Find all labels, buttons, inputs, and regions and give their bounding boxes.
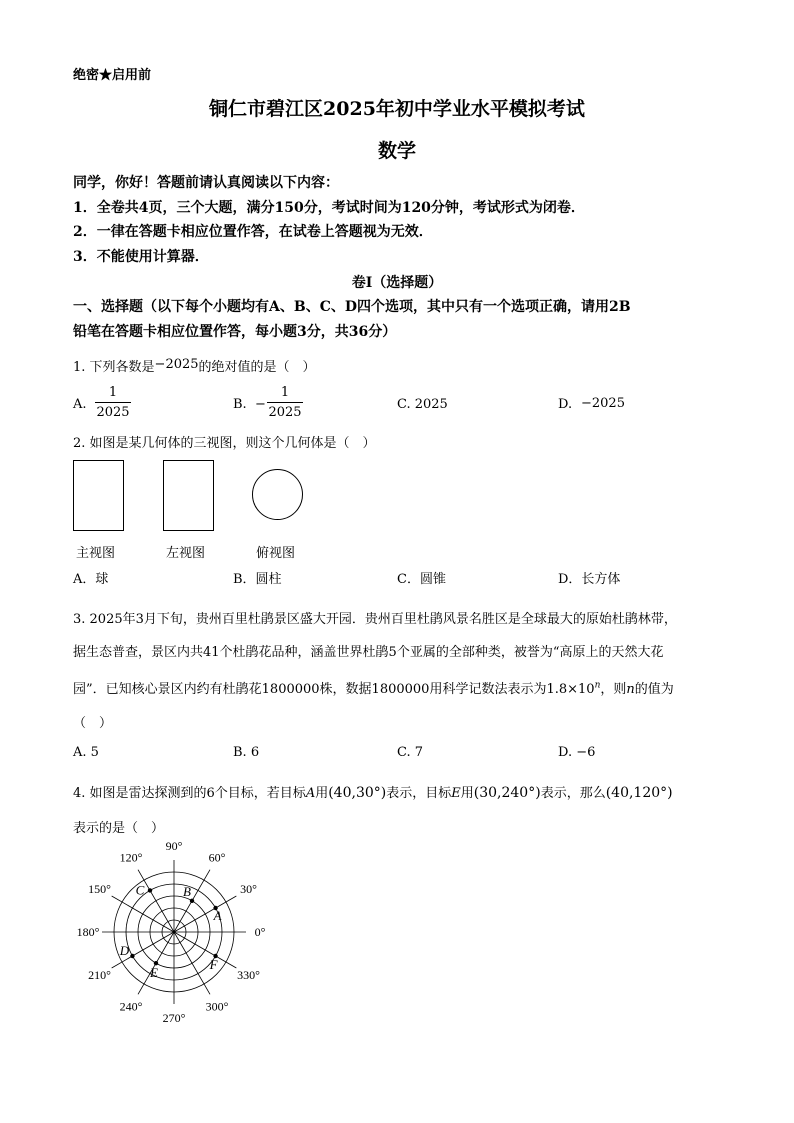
radar-target-label-a: A xyxy=(213,908,222,923)
radar-angle-label: 180° xyxy=(76,925,100,939)
q4-coord-a: (40,30°) xyxy=(328,785,387,801)
q2-option-b: B．圆柱 xyxy=(233,572,282,587)
side-view-label: 左视图 xyxy=(166,546,206,561)
radar-angle-label: 240° xyxy=(119,999,143,1014)
radar-angle-label: 30° xyxy=(240,882,257,896)
q4-line-1-mid-4: 表示，那么 xyxy=(540,786,606,801)
q3-line-1: 3. 2025年3月下旬，贵州百里杜鹃景区盛大开园．贵州百里杜鹃风景名胜区是全球最大的原始杜鹃林带， xyxy=(73,612,677,627)
q1-stem-suffix: 的绝对值的是（ ） xyxy=(198,360,316,375)
q3-option-d: D. −6 xyxy=(558,745,596,760)
radar-angle-label: 300° xyxy=(205,999,229,1014)
instruction-item-1: 1．全卷共4页，三个大题，满分150分，考试时间为120分钟，考试形式为闭卷． xyxy=(73,200,585,216)
top-view-circle xyxy=(252,469,303,520)
q3-line-2: 据生态普查，景区内共41个杜鹃花品种，涵盖世界杜鹃5个亚属的全部种类，被誉为“高原上的天然大花 xyxy=(73,645,664,660)
q4-line-1-mid-1: 用 xyxy=(315,786,329,801)
top-view-label: 俯视图 xyxy=(256,546,296,561)
radar-ray-30 xyxy=(174,896,236,932)
q2-option-c: C．圆锥 xyxy=(397,572,446,587)
section-heading-line2: 铅笔在答题卡相应位置作答，每小题3分，共36分） xyxy=(73,324,397,340)
q1-option-b-numerator: 1 xyxy=(280,385,290,400)
radar-target-point-b xyxy=(190,899,194,903)
q1-stem-prefix: 1. 下列各数是 xyxy=(73,360,155,375)
q4-target-a: A xyxy=(305,786,316,801)
radar-angle-label: 270° xyxy=(162,1011,186,1025)
radar-target-point-c xyxy=(148,888,152,892)
q4-line-1-mid-3: 用 xyxy=(460,786,474,801)
q3-line-3-end: 的值为 xyxy=(634,682,674,697)
exam-title: 铜仁市碧江区2025年初中学业水平模拟考试 xyxy=(209,98,585,120)
q2-option-d: D．长方体 xyxy=(558,572,621,587)
q3-option-c: C. 7 xyxy=(397,745,424,760)
instruction-item-3: 3．不能使用计算器． xyxy=(73,249,209,265)
fraction-bar xyxy=(267,402,303,403)
q1-option-c: C. 2025 xyxy=(397,397,448,412)
radar-angle-label: 150° xyxy=(88,882,111,896)
radar-target-label-f: F xyxy=(209,957,218,972)
section-title: 卷Ⅰ（选择题） xyxy=(351,275,443,291)
q2-option-a: A．球 xyxy=(73,572,109,587)
q4-target-e: E xyxy=(451,786,461,801)
instruction-item-2: 2．一律在答题卡相应位置作答，在试卷上答题视为无效． xyxy=(73,224,433,240)
q3-line-3-suffix: ，则 xyxy=(600,682,627,697)
radar-angle-label: 330° xyxy=(237,968,260,982)
radar-ray-300 xyxy=(174,932,210,994)
q1-option-b-fraction xyxy=(267,384,303,421)
subject-title: 数学 xyxy=(377,140,416,162)
q1-option-a-fraction xyxy=(95,384,131,421)
q3-option-b: B. 6 xyxy=(233,745,260,760)
q4-line-2: 表示的是（ ） xyxy=(73,821,165,836)
radar-angle-label: 210° xyxy=(88,968,111,982)
q1-option-b-sign: − xyxy=(255,397,266,412)
q1-stem-number: −2025 xyxy=(154,357,199,372)
radar-angle-label: 0° xyxy=(254,925,266,939)
section-heading-line1: 一、选择题（以下每个小题均有A、B、C、D四个选项，其中只有一个选项正确，请用2B xyxy=(73,299,631,315)
radar-diagram xyxy=(60,840,280,1025)
fraction-bar xyxy=(95,402,131,403)
q1-option-d-label: D. xyxy=(558,397,573,412)
q3-option-a: A. 5 xyxy=(73,745,99,760)
radar-target-label-d: D xyxy=(119,943,130,958)
front-view-label: 主视图 xyxy=(76,546,116,561)
q3-line-4: （ ） xyxy=(73,716,113,731)
radar-ray-150 xyxy=(112,896,174,932)
q2-stem: 2. 如图是某几何体的三视图，则这个几何体是（ ） xyxy=(73,436,376,451)
q1-option-a-numerator: 1 xyxy=(108,385,118,400)
q1-stem xyxy=(73,356,316,375)
radar-angle-label: 120° xyxy=(119,850,143,865)
q4-line-1-mid-2: 表示，目标 xyxy=(386,786,452,801)
q1-option-a-denominator: 2025 xyxy=(96,405,130,420)
radar-angle-label: 90° xyxy=(165,840,183,853)
front-view-rectangle xyxy=(73,460,124,531)
radar-target-label-c: C xyxy=(135,882,145,898)
q3-scientific-base: 1.8×10 xyxy=(546,682,595,697)
radar-ray-330 xyxy=(174,932,236,968)
q4-coord-query: (40,120°) xyxy=(605,785,673,801)
side-view-rectangle xyxy=(163,460,214,531)
radar-target-point-d xyxy=(130,954,134,958)
q4-line-1 xyxy=(73,782,673,801)
q3-line-3-prefix: 园”．已知核心景区内约有杜鹃花1800000株，数据1800000用科学记数法表示为 xyxy=(73,682,547,697)
radar-target-label-b: B xyxy=(183,883,191,899)
instructions-intro: 同学，你好！答题前请认真阅读以下内容： xyxy=(73,175,339,191)
q3-line-3 xyxy=(73,678,674,697)
q1-option-a-label: A. xyxy=(73,397,87,412)
q1-option-b-denominator: 2025 xyxy=(268,405,302,420)
q4-line-1-prefix: 4. 如图是雷达探测到的6个目标，若目标 xyxy=(73,786,306,801)
q4-coord-e: (30,240°) xyxy=(473,785,541,801)
q1-option-d-value: −2025 xyxy=(581,396,625,411)
q1-option-b-label: B. xyxy=(233,397,247,412)
secret-label: 绝密★启用前 xyxy=(73,68,152,83)
radar-angle-label: 60° xyxy=(208,850,226,865)
q3-scientific-exponent: n xyxy=(594,680,601,691)
q3-variable-n: n xyxy=(626,682,635,697)
radar-ray-120 xyxy=(135,870,174,932)
radar-target-label-e: E xyxy=(150,965,158,981)
